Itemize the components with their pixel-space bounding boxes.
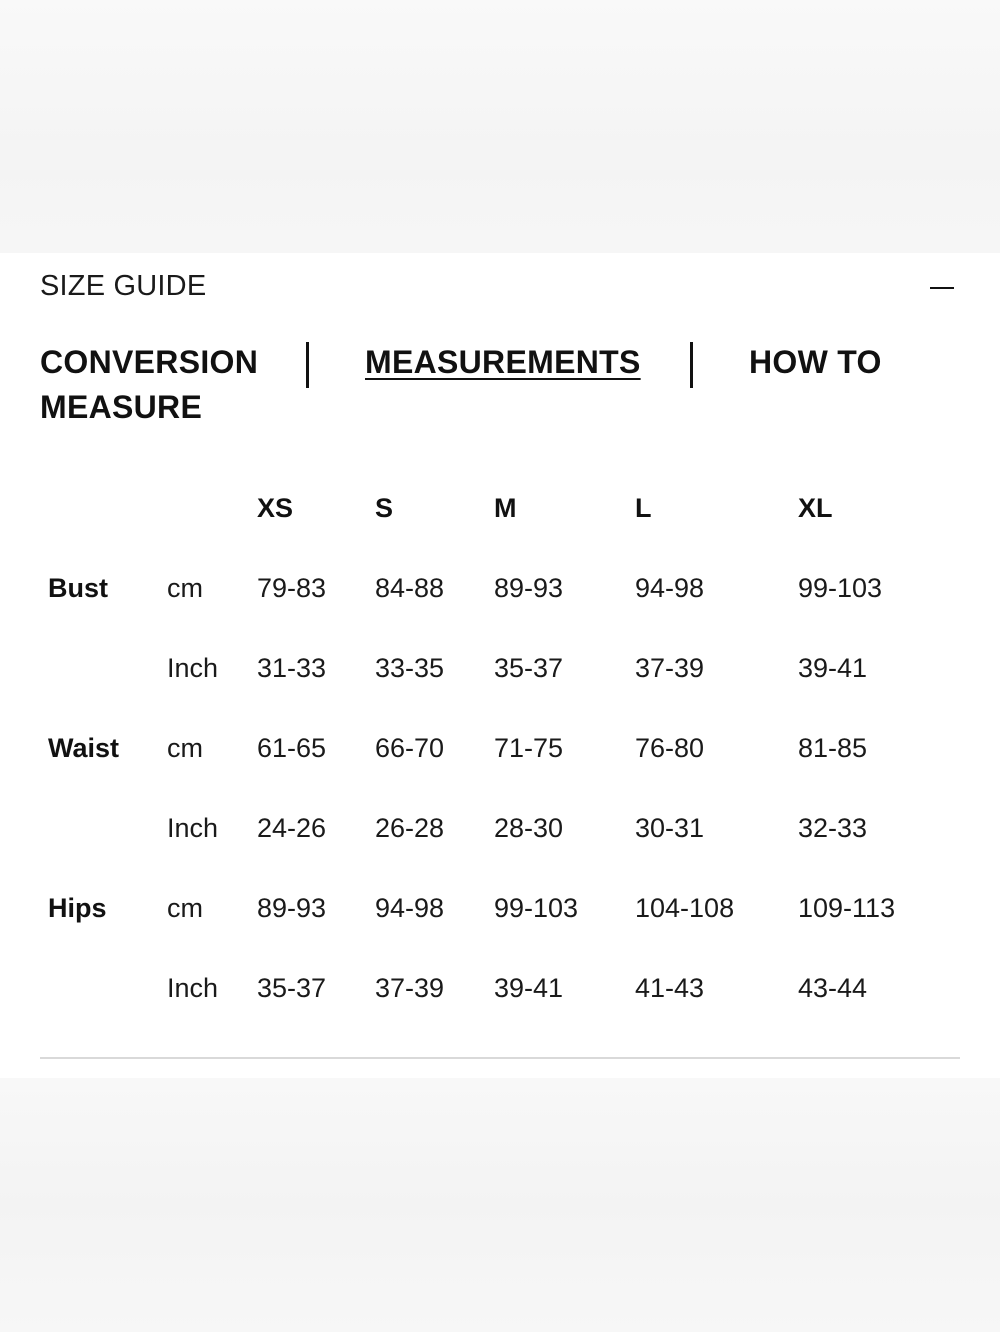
table-cell: 41-43: [635, 973, 705, 1003]
table-cell: 104-108: [635, 893, 735, 923]
size-guide-title: SIZE GUIDE: [40, 270, 207, 302]
size-guide-panel: [0, 253, 1000, 1078]
table-cell: 76-80: [635, 733, 705, 763]
table-cell: 94-98: [635, 573, 705, 603]
measure-label: Hips: [48, 893, 107, 923]
table-cell: 89-93: [257, 893, 327, 923]
table-cell: 81-85: [798, 733, 868, 763]
table-cell: 89-93: [494, 573, 564, 603]
unit-label: cm: [167, 573, 203, 603]
table-cell: 35-37: [257, 973, 327, 1003]
unit-label: Inch: [167, 653, 219, 683]
table-cell: 61-65: [257, 733, 327, 763]
unit-label: Inch: [167, 813, 219, 843]
table-cell: 32-33: [798, 813, 868, 843]
table-cell: 24-26: [257, 813, 327, 843]
tab-how-to-measure[interactable]: HOW TO: [749, 344, 882, 380]
table-cell: 37-39: [375, 973, 445, 1003]
tab-divider: [690, 342, 693, 388]
table-cell: 71-75: [494, 733, 564, 763]
minus-icon: [930, 287, 954, 289]
tab-divider: [306, 342, 309, 388]
tab-conversion[interactable]: CONVERSION: [40, 344, 259, 380]
size-header: XS: [257, 493, 294, 523]
collapse-button[interactable]: [928, 267, 958, 307]
background-top: [0, 0, 1000, 253]
table-cell: 43-44: [798, 973, 868, 1003]
unit-label: cm: [167, 733, 203, 763]
table-cell: 79-83: [257, 573, 327, 603]
table-cell: 26-28: [375, 813, 445, 843]
size-header: M: [494, 493, 517, 523]
table-cell: 33-35: [375, 653, 445, 683]
table-cell: 30-31: [635, 813, 705, 843]
measure-label: Waist: [48, 733, 120, 763]
background-bottom: [0, 1078, 1000, 1332]
table-cell: 35-37: [494, 653, 564, 683]
tab-measurements[interactable]: MEASUREMENTS: [365, 344, 641, 380]
table-cell: 39-41: [798, 653, 868, 683]
table-cell: 94-98: [375, 893, 445, 923]
table-cell: 28-30: [494, 813, 564, 843]
section-divider: [40, 1057, 960, 1059]
size-header: S: [375, 493, 394, 523]
size-header: XL: [798, 493, 833, 523]
tab-how-to-measure-continuation[interactable]: MEASURE: [40, 389, 203, 425]
table-cell: 31-33: [257, 653, 327, 683]
measure-label: Bust: [48, 573, 108, 603]
table-cell: 66-70: [375, 733, 445, 763]
table-cell: 109-113: [798, 893, 896, 923]
size-header: L: [635, 493, 652, 523]
table-cell: 99-103: [494, 893, 579, 923]
table-cell: 99-103: [798, 573, 883, 603]
table-cell: 37-39: [635, 653, 705, 683]
unit-label: cm: [167, 893, 203, 923]
table-cell: 84-88: [375, 573, 445, 603]
unit-label: Inch: [167, 973, 219, 1003]
table-cell: 39-41: [494, 973, 564, 1003]
